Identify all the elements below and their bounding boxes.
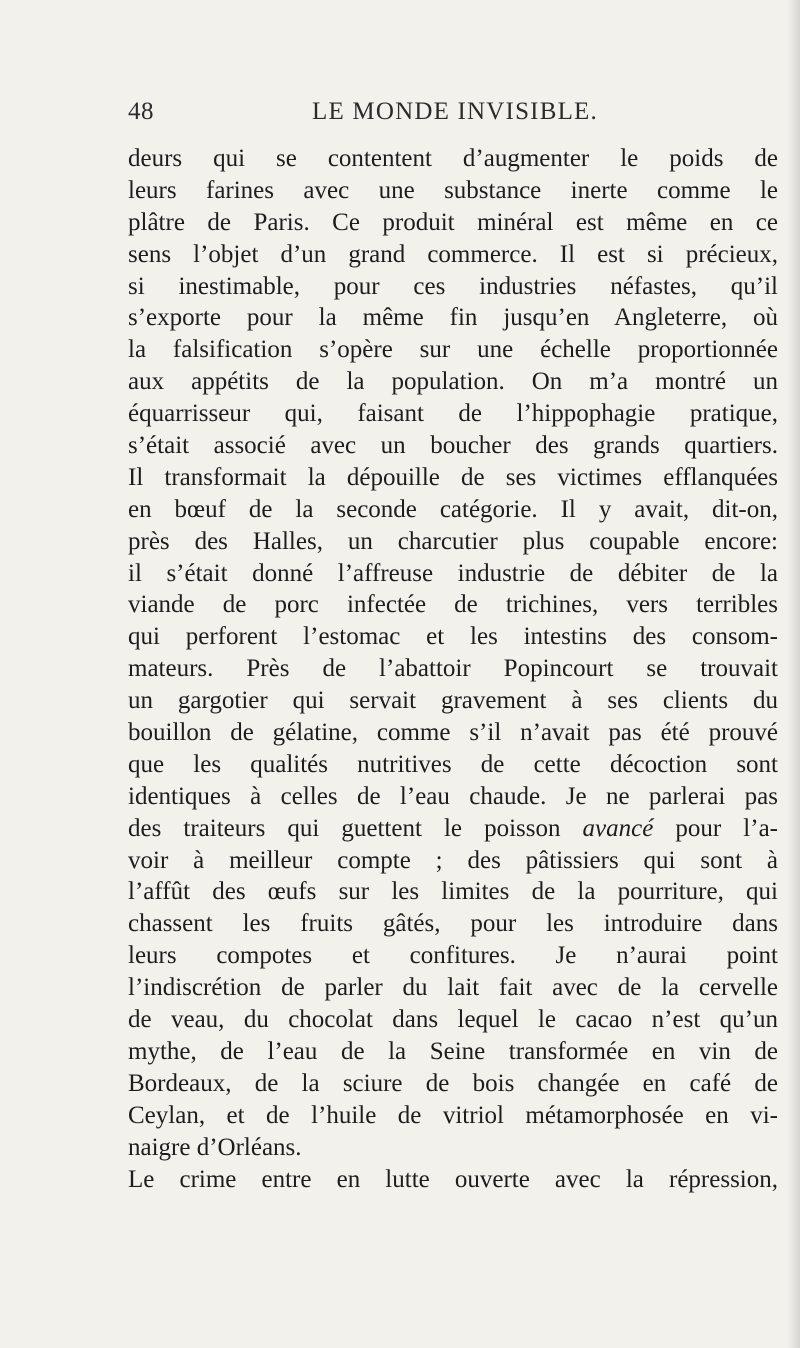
- page-number: 48: [128, 98, 154, 125]
- text-line: Le crime entre en lutte ouverte avec la répression,: [128, 1165, 778, 1193]
- text-line: sens l’objet d’un grand commerce. Il est si précieux,: [128, 240, 778, 268]
- text-line: si inestimable, pour ces industries néfastes, qu’il: [128, 272, 778, 300]
- text-line: la falsification s’opère sur une échelle proportionnée: [128, 336, 778, 364]
- text-line: leurs compotes et confitures. Je n’aurai point: [128, 942, 778, 970]
- text-line: deurs qui se contentent d’augmenter le poids de: [128, 145, 778, 172]
- text-line: que les qualités nutritives de cette décoction sont: [128, 750, 778, 778]
- body-text: [128, 143, 778, 1195]
- text-line: identiques à celles de l’eau chaude. Je ne parlerai pas: [128, 782, 778, 810]
- text-line: leurs farines avec une substance inerte comme le: [128, 176, 778, 204]
- text-line: qui perforent l’estomac et les intestins des consom-: [128, 623, 778, 651]
- italic-word: avancé: [582, 814, 654, 842]
- text-line: équarrisseur qui, faisant de l’hippophagie pratique,: [128, 400, 778, 428]
- text-line: s’exporte pour la même fin jusqu’en Angleterre, où: [128, 304, 778, 332]
- running-head: [128, 98, 776, 132]
- running-title: LE MONDE INVISIBLE.: [312, 98, 598, 125]
- text-line: près des Halles, un charcutier plus coupable encore:: [128, 527, 778, 555]
- text-line: chassent les fruits gâtés, pour les introduire dans: [128, 910, 778, 938]
- text-line: de veau, du chocolat dans lequel le cacao n’est qu’un: [128, 1006, 778, 1034]
- text-line: l’indiscrétion de parler du lait fait avec de la cervelle: [128, 974, 778, 1002]
- text-line: Ceylan, et de l’huile de vitriol métamorphosée en vi-: [128, 1101, 778, 1129]
- text-line: l’affût des œufs sur les limites de la pourriture, qui: [128, 878, 778, 906]
- text-line: Il transformait la dépouille de ses victimes efflanquées: [128, 463, 778, 491]
- text-line: aux appétits de la population. On m’a montré un: [128, 368, 778, 396]
- text-line: bouillon de gélatine, comme s’il n’avait pas été prouvé: [128, 719, 778, 747]
- page-edge-shadow: [786, 0, 800, 1348]
- text-segment: pour l’a-: [653, 814, 778, 842]
- text-line: naigre d’Orléans.: [128, 1133, 302, 1161]
- text-line: un gargotier qui servait gravement à ses clients du: [128, 687, 778, 715]
- text-line: Bordeaux, de la sciure de bois changée en café de: [128, 1069, 778, 1097]
- text-line: en bœuf de la seconde catégorie. Il y avait, dit-on,: [128, 495, 778, 523]
- text-line: s’était associé avec un boucher des grands quartiers.: [128, 432, 778, 460]
- text-line-with-italic: [128, 813, 778, 845]
- text-line: voir à meilleur compte ; des pâtissiers qui sont à: [128, 846, 778, 874]
- text-line: il s’était donné l’affreuse industrie de débiter de la: [128, 559, 778, 587]
- text-line: viande de porc infectée de trichines, vers terribles: [128, 591, 778, 619]
- text-line: mateurs. Près de l’abattoir Popincourt se trouvait: [128, 655, 778, 683]
- text-line: plâtre de Paris. Ce produit minéral est même en ce: [128, 208, 778, 236]
- text-segment: des traiteurs qui guettent le poisson: [128, 814, 583, 842]
- text-line: mythe, de l’eau de la Seine transformée en vin de: [128, 1037, 778, 1065]
